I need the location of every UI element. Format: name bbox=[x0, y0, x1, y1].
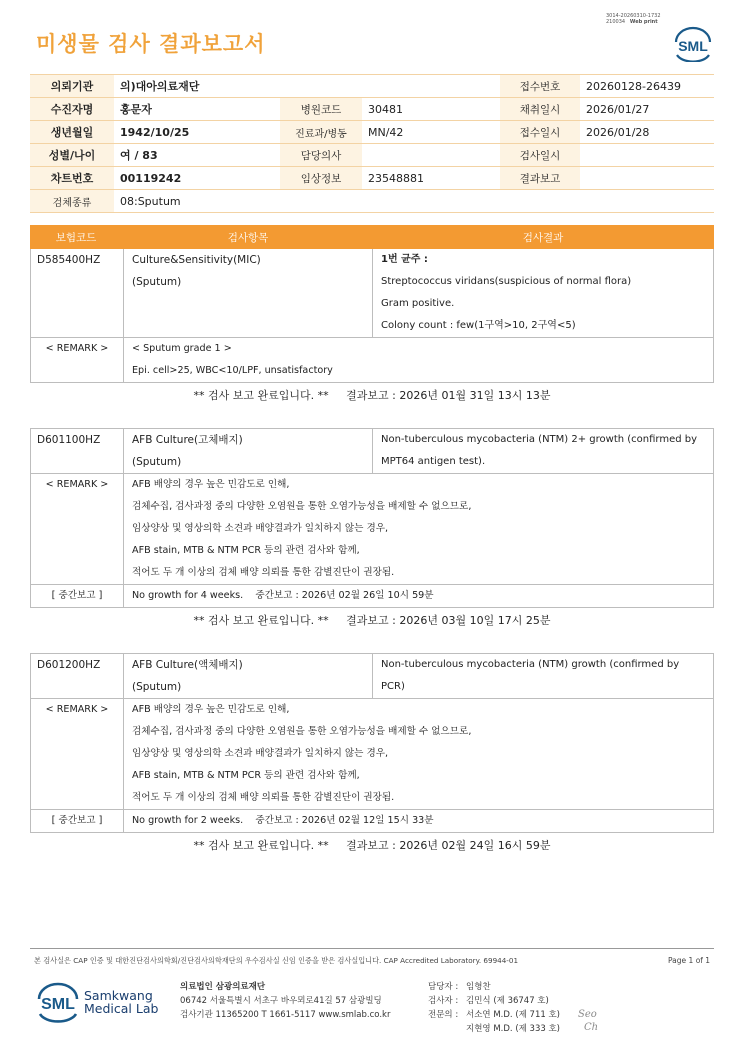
info-value: 의)대아의료재단 bbox=[114, 75, 500, 98]
remark-line: AFB stain, MTB & NTM PCR 등의 관련 검사와 함께, bbox=[132, 770, 360, 781]
test-code-text: D601100HZ bbox=[37, 434, 101, 446]
interim-text bbox=[124, 810, 714, 833]
completion-text: ** 검사 보고 완료입니다. ** 결과보고 : 2026년 02월 24일 16시 59분 bbox=[193, 839, 551, 852]
sml-logo-text: SML bbox=[678, 38, 708, 54]
info-row bbox=[30, 98, 714, 121]
staff-name: 지현영 M.D. (제 333 호) bbox=[466, 1024, 561, 1034]
staff-name: 김민식 (제 36747 호) bbox=[466, 996, 549, 1006]
info-label: 병원코드 bbox=[280, 98, 362, 121]
organization-address: 06742 서울특별시 서초구 바우뫼로41길 57 삼광빌딩 bbox=[180, 996, 382, 1006]
interim-row bbox=[31, 585, 714, 608]
brand-name-line2: Medical Lab bbox=[84, 1001, 159, 1016]
interim-text bbox=[124, 585, 714, 608]
result-line: MPT64 antigen test). bbox=[381, 456, 486, 467]
info-value: 23548881 bbox=[362, 167, 500, 190]
info-value bbox=[362, 144, 500, 167]
remark-label bbox=[31, 338, 124, 383]
info-label: 생년월일 bbox=[30, 121, 114, 144]
brand-name bbox=[84, 989, 158, 1015]
sml-logo-icon bbox=[36, 982, 80, 1024]
info-value: 여 / 83 bbox=[114, 144, 280, 167]
interim-label bbox=[31, 810, 124, 833]
remark-line: < Sputum grade 1 > bbox=[132, 343, 232, 354]
remark-line: 임상양상 및 영상의학 소견과 배양결과가 일치하지 않는 경우, bbox=[132, 748, 389, 759]
remark-line: 적어도 두 개 이상의 검체 배양 의뢰를 통한 감별진단이 권장됨. bbox=[132, 792, 395, 803]
test-item-line: (Sputum) bbox=[132, 681, 182, 693]
test-result bbox=[373, 249, 714, 338]
info-label: 검체종류 bbox=[30, 190, 114, 213]
table-row bbox=[31, 654, 714, 699]
interim-label bbox=[31, 585, 124, 608]
remark-label bbox=[31, 699, 124, 810]
info-value: 20260128-26439 bbox=[580, 75, 714, 98]
info-label: 검사일시 bbox=[500, 144, 580, 167]
result-line: Streptococcus viridans(suspicious of normal flora) bbox=[381, 276, 632, 287]
result-table-1 bbox=[30, 225, 714, 383]
info-row bbox=[30, 75, 714, 98]
test-code-text: D585400HZ bbox=[37, 254, 101, 266]
test-result bbox=[373, 654, 714, 699]
result-table-3 bbox=[30, 653, 714, 833]
organization-info bbox=[180, 980, 390, 1022]
info-value: 08:Sputum bbox=[114, 190, 714, 213]
staff-role: 전문의 : bbox=[428, 1010, 459, 1020]
staff-name: 서소연 M.D. (제 711 호) bbox=[466, 1010, 561, 1020]
remark-line: 검체수집, 검사과정 중의 다양한 오염원을 통한 오염가능성을 배제할 수 없으므로, bbox=[132, 726, 472, 737]
test-item-line: AFB Culture(액체배지) bbox=[132, 659, 243, 671]
signature-line: Seo bbox=[578, 1009, 597, 1020]
test-item bbox=[124, 249, 373, 338]
interim-label-text: [ 중간보고 ] bbox=[51, 590, 103, 601]
remark-line: 임상양상 및 영상의학 소견과 배양결과가 일치하지 않는 경우, bbox=[132, 523, 389, 534]
remark-line: AFB stain, MTB & NTM PCR 등의 관련 검사와 함께, bbox=[132, 545, 360, 556]
remark-label-text: < REMARK > bbox=[45, 343, 109, 354]
remark-label-text: < REMARK > bbox=[45, 479, 109, 490]
info-label: 임상정보 bbox=[280, 167, 362, 190]
test-code bbox=[31, 654, 124, 699]
completion-line bbox=[30, 837, 714, 853]
test-item bbox=[124, 654, 373, 699]
result-table-2 bbox=[30, 428, 714, 608]
remark-line: AFB 배양의 경우 높은 민감도로 인해, bbox=[132, 479, 290, 490]
staff-list bbox=[428, 980, 560, 1036]
result-line: Non-tuberculous mycobacteria (NTM) growth (confirmed by bbox=[381, 659, 680, 670]
info-label: 접수일시 bbox=[500, 121, 580, 144]
organization-name: 의료법인 삼광의료재단 bbox=[180, 982, 266, 992]
sml-logo-text: SML bbox=[41, 996, 75, 1013]
interim-line: No growth for 2 weeks. 중간보고 : 2026년 02월 12일 15시 33분 bbox=[132, 815, 434, 826]
interim-row bbox=[31, 810, 714, 833]
remark-row bbox=[31, 699, 714, 810]
info-value: 00119242 bbox=[114, 167, 280, 190]
report-title: 미생물 검사 결과보고서 bbox=[36, 32, 266, 56]
info-label: 차트번호 bbox=[30, 167, 114, 190]
result-line: PCR) bbox=[381, 681, 405, 692]
print-info-mode: Web print bbox=[629, 19, 658, 25]
col-code-header: 보험코드 bbox=[31, 226, 124, 249]
col-result-header: 검사결과 bbox=[373, 226, 714, 249]
result-line: Non-tuberculous mycobacteria (NTM) 2+ growth (confirmed by bbox=[381, 434, 698, 445]
info-label: 접수번호 bbox=[500, 75, 580, 98]
signature-line: Ch bbox=[584, 1022, 599, 1033]
result-line: Colony count : few(1구역>10, 2구역<5) bbox=[381, 320, 576, 331]
test-item-line: AFB Culture(고체배지) bbox=[132, 434, 243, 446]
test-code-text: D601200HZ bbox=[37, 659, 101, 671]
signature bbox=[578, 1008, 598, 1034]
footer-accreditation-note: 본 검사실은 CAP 인증 및 대한진단검사의학회/진단검사의학재단의 우수검사실 신임 인증을 받은 검사실입니다. CAP Accredited Laboratory. 69944-01 bbox=[34, 956, 519, 965]
completion-line bbox=[30, 387, 714, 403]
col-item-header: 검사항목 bbox=[124, 226, 373, 249]
staff-name: 임형찬 bbox=[466, 982, 491, 992]
info-row bbox=[30, 144, 714, 167]
organization-contact: 검사기관 11365200 T 1661-5117 www.smlab.co.kr bbox=[180, 1010, 391, 1020]
remark-line: 적어도 두 개 이상의 검체 배양 의뢰를 통한 감별진단이 권장됨. bbox=[132, 567, 395, 578]
remark-text bbox=[124, 474, 714, 585]
info-value: 30481 bbox=[362, 98, 500, 121]
test-result bbox=[373, 429, 714, 474]
test-item bbox=[124, 429, 373, 474]
remark-text bbox=[124, 699, 714, 810]
page-number: Page 1 of 1 bbox=[668, 956, 711, 965]
test-item-line: (Sputum) bbox=[132, 456, 182, 468]
test-code bbox=[31, 429, 124, 474]
interim-label-text: [ 중간보고 ] bbox=[51, 815, 103, 826]
remark-line: AFB 배양의 경우 높은 민감도로 인해, bbox=[132, 704, 290, 715]
print-info-line1: 3014-20260310-1732 bbox=[606, 13, 661, 19]
footer-divider bbox=[30, 948, 714, 949]
info-value: 홍문자 bbox=[114, 98, 280, 121]
test-item-line: Culture&Sensitivity(MIC) bbox=[132, 254, 261, 266]
remark-label bbox=[31, 474, 124, 585]
info-label: 진료과/병동 bbox=[280, 121, 362, 144]
print-info bbox=[606, 13, 661, 25]
info-value: 2026/01/28 bbox=[580, 121, 714, 144]
info-label: 의뢰기관 bbox=[30, 75, 114, 98]
table-row bbox=[31, 249, 714, 338]
info-label: 담당의사 bbox=[280, 144, 362, 167]
info-value: 1942/10/25 bbox=[114, 121, 280, 144]
table-row bbox=[31, 429, 714, 474]
staff-role: 담당자 : bbox=[428, 982, 459, 992]
interim-line: No growth for 4 weeks. 중간보고 : 2026년 02월 26일 10시 59분 bbox=[132, 590, 434, 601]
brand-name-line1: Samkwang bbox=[84, 988, 153, 1003]
remark-label-text: < REMARK > bbox=[45, 704, 109, 715]
info-value: 2026/01/27 bbox=[580, 98, 714, 121]
completion-text: ** 검사 보고 완료입니다. ** 결과보고 : 2026년 03월 10일 17시 25분 bbox=[193, 614, 551, 627]
info-label: 성별/나이 bbox=[30, 144, 114, 167]
sml-logo-icon bbox=[672, 26, 714, 62]
info-value: MN/42 bbox=[362, 121, 500, 144]
info-row bbox=[30, 167, 714, 190]
info-value bbox=[580, 167, 714, 190]
staff-role: 검사자 : bbox=[428, 996, 459, 1006]
info-value bbox=[580, 144, 714, 167]
info-label: 채취일시 bbox=[500, 98, 580, 121]
patient-info-table bbox=[30, 74, 714, 213]
remark-row bbox=[31, 338, 714, 383]
test-code bbox=[31, 249, 124, 338]
info-row bbox=[30, 190, 714, 213]
table-header bbox=[31, 226, 714, 249]
test-item-line: (Sputum) bbox=[132, 276, 182, 288]
remark-line: Epi. cell>25, WBC<10/LPF, unsatisfactory bbox=[132, 365, 333, 376]
remark-text bbox=[124, 338, 714, 383]
info-label: 수진자명 bbox=[30, 98, 114, 121]
info-row bbox=[30, 121, 714, 144]
completion-text: ** 검사 보고 완료입니다. ** 결과보고 : 2026년 01월 31일 13시 13분 bbox=[193, 389, 551, 402]
completion-line bbox=[30, 612, 714, 628]
remark-line: 검체수집, 검사과정 중의 다양한 오염원을 통한 오염가능성을 배제할 수 없으므로, bbox=[132, 501, 472, 512]
info-label: 결과보고 bbox=[500, 167, 580, 190]
result-line: 1번 균주 : bbox=[381, 254, 428, 265]
result-line: Gram positive. bbox=[381, 298, 455, 309]
remark-row bbox=[31, 474, 714, 585]
print-info-id: 210034 bbox=[606, 19, 626, 25]
